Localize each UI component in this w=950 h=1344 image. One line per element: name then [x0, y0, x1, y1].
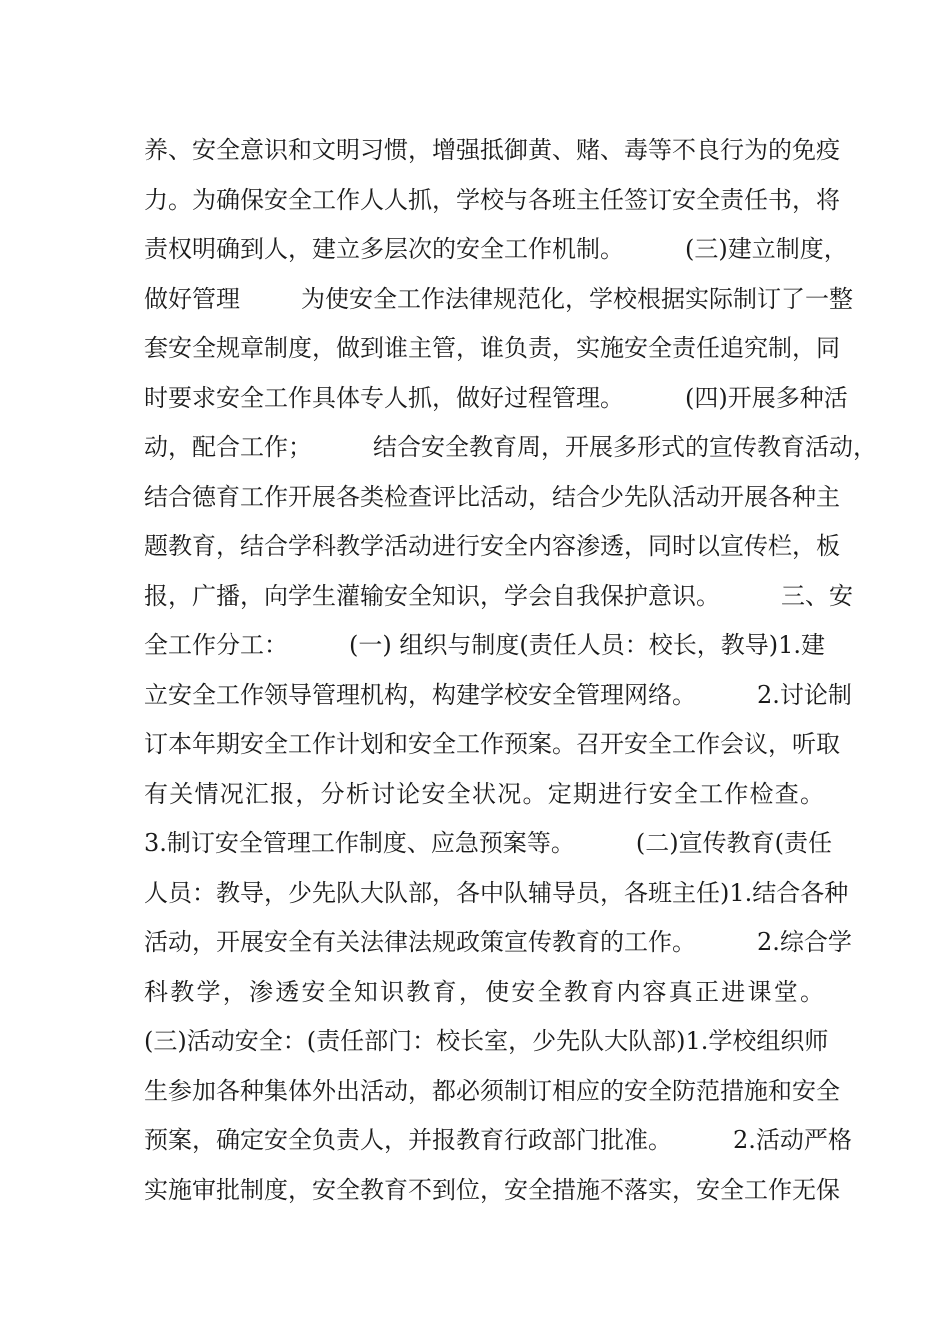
- text-line: 报，广播，向学生灌输安全知识，学会自我保护意识。 三、安: [144, 581, 854, 610]
- text-line: 生参加各种集体外出活动，都必须制订相应的安全防范措施和安全: [144, 1076, 840, 1105]
- text-line: 结合德育工作开展各类检查评比活动，结合少先队活动开展各种主: [144, 482, 840, 511]
- text-line: 套安全规章制度，做到谁主管，谁负责，实施安全责任追究制，同: [144, 334, 840, 362]
- text-line: 有关情况汇报，分析讨论安全状况。定期进行安全工作检查。: [144, 779, 824, 808]
- text-line: 人员：教导，少先队大队部，各中队辅导员，各班主任)1.结合各种: [144, 878, 849, 907]
- text-line: 实施审批制度，安全教育不到位，安全措施不落实，安全工作无保: [144, 1175, 840, 1204]
- text-line: 题教育，结合学科教学活动进行安全内容渗透，同时以宣传栏，板: [144, 532, 840, 560]
- text-line: 预案，确定安全负责人，并报教育行政部门批准。 2.活动严格: [144, 1126, 852, 1154]
- text-line: 活动，开展安全有关法律法规政策宣传教育的工作。 2.综合学: [144, 928, 852, 956]
- text-line: 全工作分工： (一) 组织与制度(责任人员：校长，教导)1.建: [144, 631, 826, 659]
- text-line: 科教学，渗透安全知识教育，使安全教育内容真正进课堂。: [144, 977, 824, 1006]
- text-line: 动，配合工作； 结合安全教育周，开展多形式的宣传教育活动，: [144, 433, 878, 461]
- text-line: 立安全工作领导管理机构，构建学校安全管理网络。 2.讨论制: [144, 680, 852, 709]
- text-line: 养、安全意识和文明习惯，增强抵御黄、赌、毒等不良行为的免疫: [144, 136, 840, 164]
- text-line: 时要求安全工作具体专人抓，做好过程管理。 (四)开展多种活: [144, 383, 848, 412]
- text-line: (三)活动安全：(责任部门：校长室，少先队大队部)1.学校组织师: [144, 1027, 829, 1055]
- text-line: 3.制订安全管理工作制度、应急预案等。 (二)宣传教育(责任: [144, 829, 833, 857]
- text-line: 责权明确到人，建立多层次的安全工作机制。 (三)建立制度，: [144, 235, 848, 263]
- text-line: 订本年期安全工作计划和安全工作预案。召开安全工作会议，听取: [144, 730, 840, 758]
- body-text: [144, 126, 878, 1215]
- text-line: 做好管理 为使安全工作法律规范化，学校根据实际制订了一整: [144, 284, 854, 313]
- text-line: 力。为确保安全工作人人抓，学校与各班主任签订安全责任书，将: [144, 185, 840, 214]
